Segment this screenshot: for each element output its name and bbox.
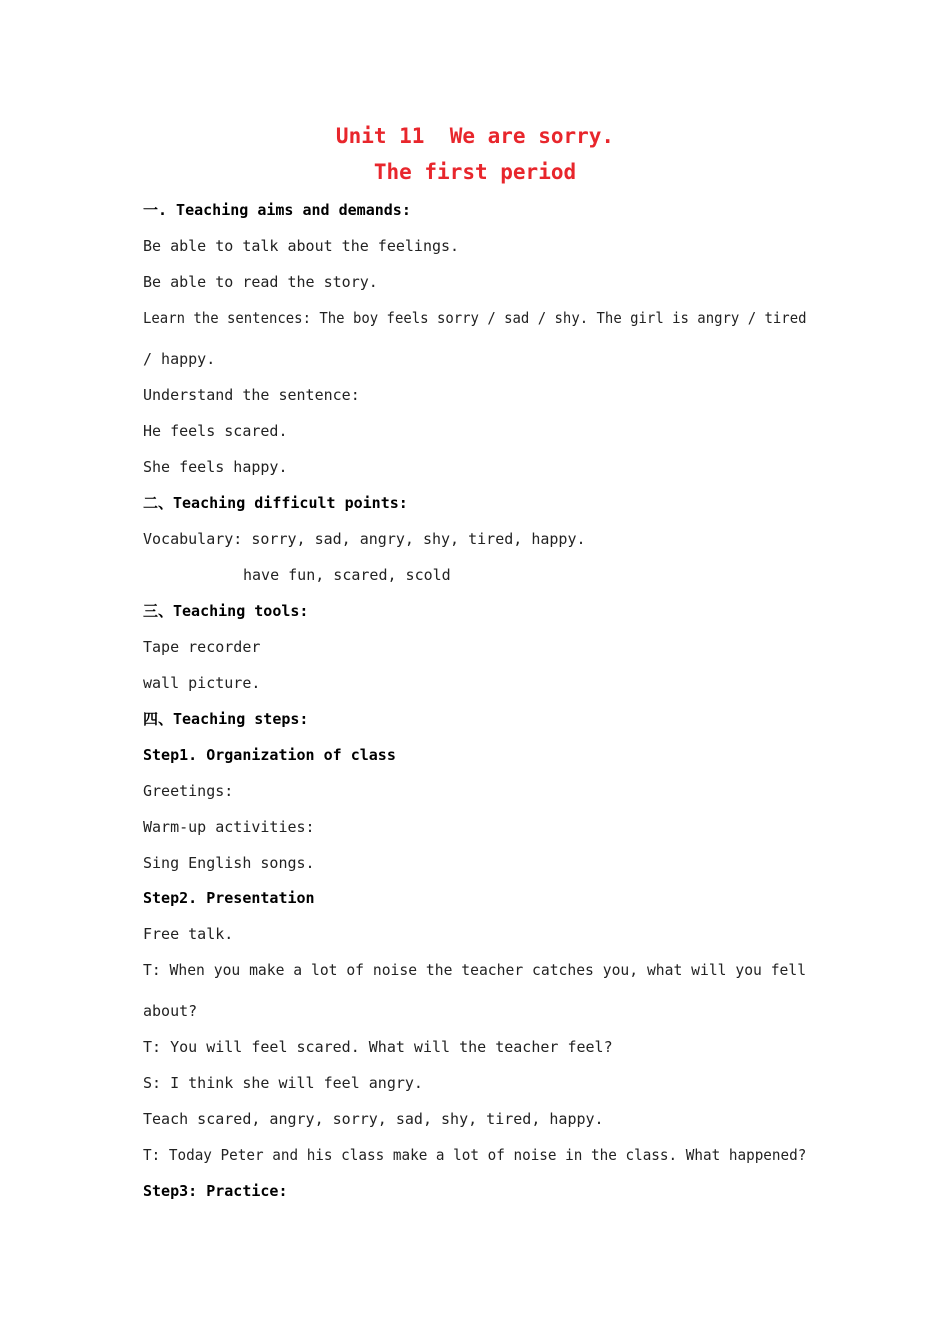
step2-line-1: Free talk.: [143, 925, 234, 943]
step1-line-3: Sing English songs.: [143, 854, 315, 872]
aims-line-1: Be able to talk about the feelings.: [143, 237, 460, 255]
aims-line-7: She feels happy.: [143, 458, 288, 476]
document-title: Unit 11 We are sorry.: [335, 124, 615, 148]
step1-heading: Step1. Organization of class: [143, 746, 396, 764]
aims-line-6: He feels scared.: [143, 422, 288, 440]
step1-line-1: Greetings:: [143, 782, 234, 800]
step3-heading: Step3: Practice:: [143, 1182, 288, 1200]
section-heading-steps: 四、Teaching steps:: [143, 710, 309, 728]
step1-line-2: Warm-up activities:: [143, 818, 315, 836]
tools-line-2: wall picture.: [143, 674, 261, 692]
step2-line-4: T: You will feel scared. What will the teacher feel?: [143, 1038, 613, 1056]
tools-line-1: Tape recorder: [143, 638, 261, 656]
step2-line-2: T: When you make a lot of noise the teacher catches you, what will you fell: [143, 961, 807, 979]
aims-line-4: / happy.: [143, 350, 216, 368]
section-heading-tools: 三、Teaching tools:: [143, 602, 309, 620]
aims-line-2: Be able to read the story.: [143, 273, 378, 291]
section-heading-difficult-points: 二、Teaching difficult points:: [143, 494, 408, 512]
aims-line-5: Understand the sentence:: [143, 386, 360, 404]
vocabulary-line-2: have fun, scared, scold: [243, 566, 451, 584]
step2-heading: Step2. Presentation: [143, 889, 315, 907]
vocabulary-line-1: Vocabulary: sorry, sad, angry, shy, tired, happy.: [143, 530, 586, 548]
aims-line-3: Learn the sentences: The boy feels sorry / sad / shy. The girl is angry / tired: [143, 309, 807, 327]
step2-line-6: Teach scared, angry, sorry, sad, shy, tired, happy.: [143, 1110, 604, 1128]
step2-line-5: S: I think she will feel angry.: [143, 1074, 423, 1092]
step2-line-3: about?: [143, 1002, 198, 1020]
section-heading-aims: 一. Teaching aims and demands:: [143, 201, 411, 219]
document-subtitle: The first period: [373, 160, 577, 184]
step2-line-7: T: Today Peter and his class make a lot of noise in the class. What happened?: [143, 1146, 807, 1164]
